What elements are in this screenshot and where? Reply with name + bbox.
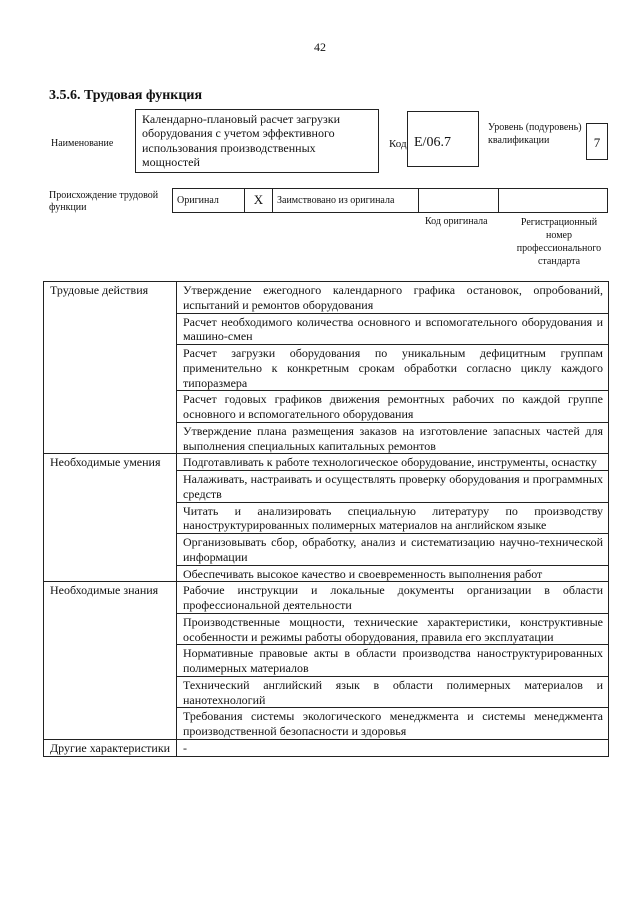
item-cell: Требования системы экологического менеджмента и системы менеджмента производственной безопасности и здоровья — [177, 708, 609, 740]
item-cell: Подготавливать к работе технологическое оборудование, инструменты, оснастку — [177, 454, 609, 471]
origin-borrowed: Заимствовано из оригинала — [273, 189, 419, 212]
section-title: 3.5.6. Трудовая функция — [49, 88, 203, 103]
code-value: Е/06.7 — [407, 111, 479, 167]
item-cell: Рабочие инструкции и локальные документы организации в области профессиональной деятельности — [177, 582, 609, 614]
origin-original: Оригинал — [173, 189, 245, 212]
item-cell: Расчет необходимого количества основного и вспомогательного оборудования и машино-смен — [177, 313, 609, 345]
item-cell: - — [177, 739, 609, 756]
item-cell: Утверждение плана размещения заказов на изготовление запасных частей для выполнения специальных капитальных ремонтов — [177, 422, 609, 454]
item-cell: Организовывать сбор, обработку, анализ и систематизацию научно-технической информации — [177, 534, 609, 566]
origin-reg-cell — [499, 189, 607, 212]
reg-number-label: Регистрационный номер профессионального стандарта — [516, 217, 602, 267]
code-label: Код — [389, 138, 407, 150]
item-cell: Утверждение ежегодного календарного графика остановок, опробований, испытаний и ремонтов оборудования — [177, 282, 609, 314]
category-cell: Трудовые действия — [44, 282, 177, 454]
name-label: Наименование — [51, 138, 114, 149]
table-row — [44, 739, 609, 756]
item-cell: Производственные мощности, технические характеристики, конструктивные особенности и режимы работы оборудования, правила его эксплуатации — [177, 613, 609, 645]
item-cell: Расчет загрузки оборудования по уникальным дефицитным группам применительно к конкретным срокам обработки согласно циклу каждого типоразмера — [177, 345, 609, 391]
item-cell: Нормативные правовые акты в области производства наноструктурированных полимерных материалов — [177, 645, 609, 677]
table-row — [44, 582, 609, 614]
table-row — [44, 282, 609, 314]
item-cell: Расчет годовых графиков движения ремонтных рабочих по каждой группе основного и вспомогательного оборудования — [177, 391, 609, 423]
origin-code-cell — [419, 189, 499, 212]
origin-mark: X — [245, 189, 273, 212]
page-number: 42 — [314, 40, 326, 54]
function-table — [43, 281, 609, 757]
item-cell: Технический английский язык в области полимерных материалов и нанотехнологий — [177, 676, 609, 708]
item-cell: Читать и анализировать специальную литературу по производству наноструктурированных полимерных материалов на английском языке — [177, 502, 609, 534]
code-original-label: Код оригинала — [425, 216, 488, 227]
function-name: Календарно-плановый расчет загрузки оборудования с учетом эффективного использования производственных мощностей — [135, 109, 379, 173]
category-cell: Необходимые умения — [44, 454, 177, 582]
category-cell: Необходимые знания — [44, 582, 177, 740]
table-row — [44, 454, 609, 471]
item-cell: Налаживать, настраивать и осуществлять проверку оборудования и программных средств — [177, 471, 609, 503]
item-cell: Обеспечивать высокое качество и своевременность выполнения работ — [177, 565, 609, 582]
level-label: Уровень (подуровень) квалификации — [488, 122, 582, 146]
origin-row — [172, 188, 608, 213]
origin-label: Происхождение трудовой функции — [49, 190, 159, 213]
category-cell: Другие характеристики — [44, 739, 177, 756]
level-value: 7 — [586, 123, 608, 160]
